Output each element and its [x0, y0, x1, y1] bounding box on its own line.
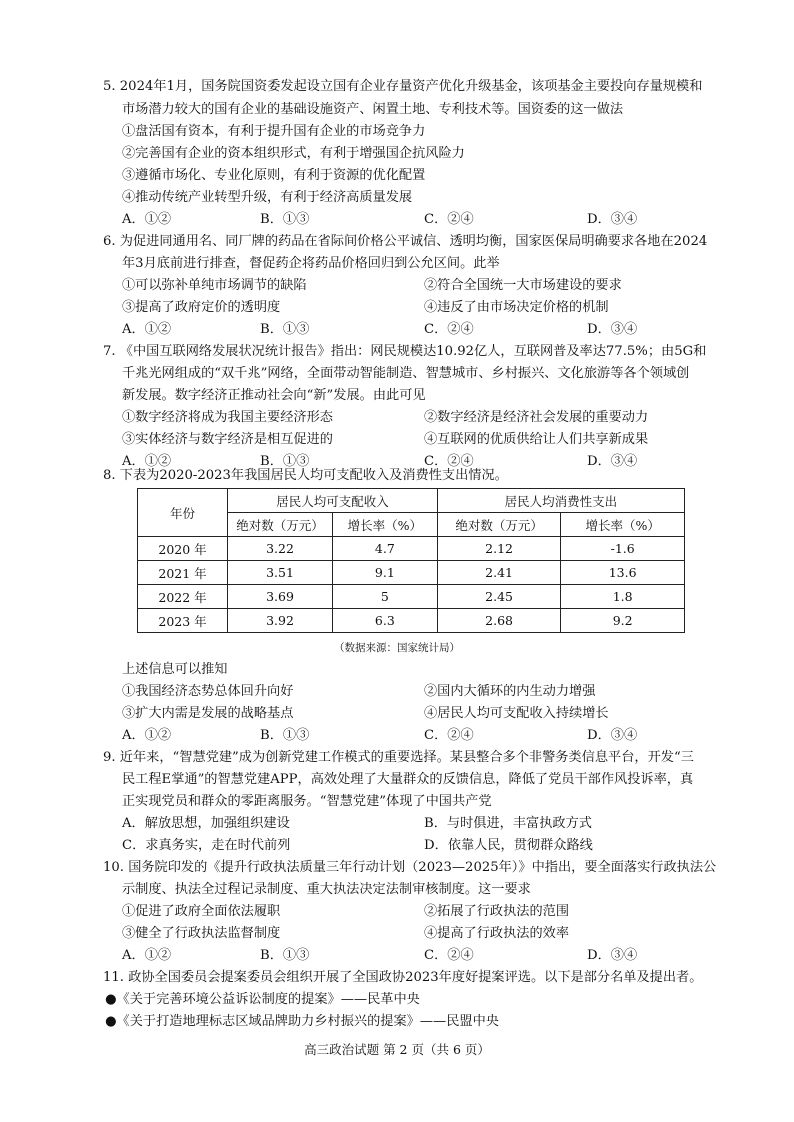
table-cell: 9.2 [561, 609, 685, 633]
table-cell: 3.51 [228, 561, 333, 585]
income-consumption-table [137, 488, 685, 633]
table-cell: 5 [332, 585, 437, 609]
q8-item-1: ①我国经济态势总体回升向好 [122, 684, 294, 699]
table-cell: 2.68 [437, 609, 561, 633]
table-subheader-consumption-rate: 增长率（%） [561, 513, 685, 537]
q10-item-2: ②拓展了行政执法的范围 [424, 904, 570, 919]
q7-option-a: A．①② [122, 454, 172, 469]
q7-option-c: C．②④ [424, 454, 474, 469]
q6-number: 6. [103, 234, 116, 249]
bullet-dot-icon: ● [105, 1014, 117, 1029]
table-row [138, 561, 685, 585]
q10-number: 10. [103, 860, 124, 875]
q8-number: 8. [103, 468, 116, 483]
table-cell-year: 2023 年 [138, 609, 228, 633]
q6-item-2: ②符合全国统一大市场建设的要求 [424, 278, 622, 293]
q9-option-d: D．依靠人民，贯彻群众路线 [424, 838, 593, 853]
q9-option-c: C．求真务实，走在时代前列 [122, 838, 291, 853]
q10-stem-line-2: 示制度、执法全过程记录制度、重大执法决定法制审核制度。这一要求 [122, 882, 531, 897]
table-cell: 2.45 [437, 585, 561, 609]
table-cell: 9.1 [332, 561, 437, 585]
q9-stem-line-1: 9. 近年来，“智慧党建”成为创新党建工作模式的重要选择。某县整合多个非警务类信息平台，开发“三 [103, 750, 694, 765]
q8-item-3: ③扩大内需是发展的战略基点 [122, 706, 294, 721]
q5-option-a: A．①② [122, 212, 172, 227]
table-row [138, 585, 685, 609]
q5-item-2: ②完善国有企业的资本组织形式，有利于增强国企抗风险力 [122, 146, 465, 161]
q9-option-a: A．解放思想，加强组织建设 [122, 816, 290, 831]
q8-item-4: ④居民人均可支配收入持续增长 [424, 706, 609, 721]
table-cell-year: 2022 年 [138, 585, 228, 609]
table-header-income: 居民人均可支配收入 [228, 489, 438, 513]
table-header-year: 年份 [138, 489, 228, 537]
q11-number: 11. [103, 970, 124, 985]
table-subheader-income-abs: 绝对数（万元） [228, 513, 333, 537]
q7-stem-line-3: 新发展。数字经济正推动社会向“新”发展。由此可见 [122, 388, 426, 403]
q5-option-c: C．②④ [424, 212, 474, 227]
q8-option-a: A．①② [122, 728, 172, 743]
q6-option-a: A．①② [122, 322, 172, 337]
table-cell-year: 2020 年 [138, 537, 228, 561]
q7-item-2: ②数字经济是经济社会发展的重要动力 [424, 410, 649, 425]
table-subheader-income-rate: 增长率（%） [332, 513, 437, 537]
q9-stem-line-2: 民工程E掌通”的智慧党建APP，高效处理了大量群众的反馈信息，降低了党员干部作风投诉率，真 [122, 772, 694, 787]
q7-stem-line-1: 7. 《中国互联网络发展状况统计报告》指出：网民规模达10.92亿人，互联网普及率达77.5%；由5G和 [103, 344, 707, 359]
q11-bullet-1: ●《关于完善环境公益诉讼制度的提案》——民革中央 [105, 992, 420, 1007]
q11-stem-line-1: 11. 政协全国委员会提案委员会组织开展了全国政协2023年度好提案评选。以下是部分名单及提出者。 [103, 970, 703, 985]
table-cell: 13.6 [561, 561, 685, 585]
q6-option-c: C．②④ [424, 322, 474, 337]
table-header-consumption: 居民人均消费性支出 [437, 489, 684, 513]
q5-option-b: B．①③ [260, 212, 310, 227]
q6-stem-line-2: 年3月底前进行排查，督促药企将药品价格回归到公允区间。此举 [122, 256, 500, 271]
q10-option-b: B．①③ [260, 948, 310, 963]
q8-option-b: B．①③ [260, 728, 310, 743]
table-cell: 6.3 [332, 609, 437, 633]
q6-item-1: ①可以弥补单纯市场调节的缺陷 [122, 278, 307, 293]
table-cell: 3.92 [228, 609, 333, 633]
q6-stem-line-1: 6. 为促进同通用名、同厂牌的药品在省际间价格公平诚信、透明均衡，国家医保局明确要求各地在2024 [103, 234, 708, 249]
table-cell: 3.22 [228, 537, 333, 561]
q10-item-3: ③健全了行政执法监督制度 [122, 926, 281, 941]
q9-number: 9. [103, 750, 116, 765]
q5-item-4: ④推动传统产业转型升级，有利于经济高质量发展 [122, 190, 413, 205]
table-cell: 3.69 [228, 585, 333, 609]
q7-option-b: B．①③ [260, 454, 310, 469]
q9-option-b: B．与时俱进，丰富执政方式 [424, 816, 592, 831]
table-cell-year: 2021 年 [138, 561, 228, 585]
table-cell: 4.7 [332, 537, 437, 561]
q10-option-c: C．②④ [424, 948, 474, 963]
table-subheader-consumption-abs: 绝对数（万元） [437, 513, 561, 537]
q7-stem-line-2: 千兆光网组成的“双千兆”网络，全面带动智能制造、智慧城市、乡村振兴、文化旅游等各个领域创 [122, 366, 690, 381]
q7-option-d: D．③④ [587, 454, 638, 469]
q6-option-b: B．①③ [260, 322, 310, 337]
q8-item-2: ②国内大循环的内生动力增强 [424, 684, 596, 699]
q7-item-3: ③实体经济与数字经济是相互促进的 [122, 432, 333, 447]
table-row [138, 537, 685, 561]
q7-number: 7. [103, 344, 116, 359]
q5-stem-line-1: 5. 2024年1月，国务院国资委发起设立国有企业存量资产优化升级基金，该项基金主要投向存量规模和 [103, 79, 703, 94]
q10-item-1: ①促进了政府全面依法履职 [122, 904, 281, 919]
q5-number: 5. [103, 79, 116, 94]
q10-option-d: D．③④ [587, 948, 638, 963]
q10-item-4: ④提高了行政执法的效率 [424, 926, 570, 941]
q5-item-3: ③遵循市场化、专业化原则，有利于资源的优化配置 [122, 168, 426, 183]
table-cell: 2.41 [437, 561, 561, 585]
table-cell: -1.6 [561, 537, 685, 561]
q8-prompt: 上述信息可以推知 [122, 662, 228, 677]
table-cell: 2.12 [437, 537, 561, 561]
q5-stem-line-2: 市场潜力较大的国有企业的基础设施资产、闲置土地、专利技术等。国资委的这一做法 [122, 102, 624, 117]
q8-stem: 8. 下表为2020-2023年我国居民人均可支配收入及消费性支出情况。 [103, 468, 508, 483]
page-footer: 高三政治试题 第 2 页（共 6 页） [304, 1042, 490, 1057]
q8-option-c: C．②④ [424, 728, 474, 743]
q6-option-d: D．③④ [587, 322, 638, 337]
table-cell: 1.8 [561, 585, 685, 609]
table-row [138, 609, 685, 633]
q8-option-d: D．③④ [587, 728, 638, 743]
bullet-dot-icon: ● [105, 992, 117, 1007]
q5-item-1: ①盘活国有资本，有利于提升国有企业的市场竞争力 [122, 124, 426, 139]
q5-option-d: D．③④ [587, 212, 638, 227]
q7-item-4: ④互联网的优质供给让人们共享新成果 [424, 432, 649, 447]
q10-option-a: A．①② [122, 948, 172, 963]
q7-item-1: ①数字经济将成为我国主要经济形态 [122, 410, 333, 425]
q11-bullet-2: ●《关于打造地理标志区域品牌助力乡村振兴的提案》——民盟中央 [105, 1014, 499, 1029]
table-source: （数据来源：国家统计局） [334, 642, 460, 654]
q6-item-3: ③提高了政府定价的透明度 [122, 300, 281, 315]
q9-stem-line-3: 正实现党员和群众的零距离服务。“智慧党建”体现了中国共产党 [122, 794, 492, 809]
q6-item-4: ④违反了由市场决定价格的机制 [424, 300, 609, 315]
q10-stem-line-1: 10. 国务院印发的《提升行政执法质量三年行动计划（2023—2025年）》中指出，要全面落实行政执法公 [103, 860, 717, 875]
